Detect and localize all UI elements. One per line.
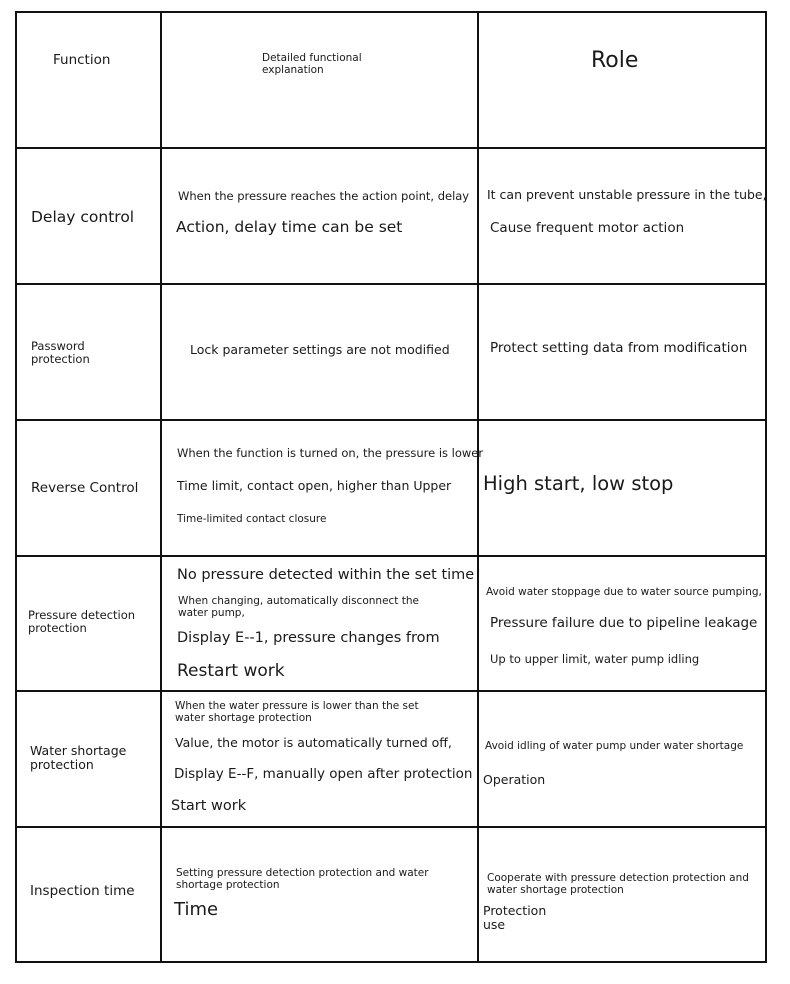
- header-function: Function: [53, 52, 111, 68]
- header-role: Role: [591, 48, 639, 73]
- explanation-line: Start work: [171, 798, 247, 814]
- explanation-line: Setting pressure detection protection and water shortage protection: [176, 867, 429, 892]
- explanation-line: When the function is turned on, the pressure is lower: [177, 446, 484, 460]
- row-divider: [17, 555, 765, 557]
- function-label: Reverse Control: [31, 480, 139, 496]
- role-line: Protect setting data from modification: [490, 340, 748, 356]
- row-divider: [17, 690, 765, 692]
- role-line: Up to upper limit, water pump idling: [490, 652, 700, 666]
- function-label: Password protection: [31, 339, 90, 367]
- explanation-line: Time limit, contact open, higher than Upper: [177, 478, 452, 493]
- function-label: Inspection time: [30, 883, 135, 899]
- row-divider: [17, 826, 765, 828]
- explanation-line: Restart work: [177, 661, 285, 681]
- function-label: Water shortage protection: [30, 743, 127, 773]
- column-divider: [477, 13, 479, 961]
- role-line: Avoid idling of water pump under water shortage: [485, 740, 744, 752]
- role-line: Avoid water stoppage due to water source pumping,: [486, 586, 762, 598]
- explanation-line: When the pressure reaches the action point, delay: [178, 189, 470, 203]
- column-divider: [160, 13, 162, 961]
- explanation-line: No pressure detected within the set time: [177, 567, 475, 583]
- explanation-line: Value, the motor is automatically turned off,: [175, 735, 452, 750]
- role-line: Protection use: [483, 903, 547, 933]
- role-line: Cooperate with pressure detection protection and water shortage protection: [487, 872, 749, 897]
- explanation-line: Lock parameter settings are not modified: [190, 342, 450, 357]
- function-table: [15, 11, 767, 963]
- function-label: Delay control: [31, 208, 135, 226]
- explanation-line: Action, delay time can be set: [176, 218, 403, 236]
- role-line: High start, low stop: [483, 472, 674, 495]
- function-label: Pressure detection protection: [28, 608, 136, 636]
- role-line: Pressure failure due to pipeline leakage: [490, 615, 758, 631]
- role-line: It can prevent unstable pressure in the tube,: [487, 187, 767, 202]
- explanation-line: Display E--F, manually open after protection: [174, 766, 473, 782]
- row-divider: [17, 147, 765, 149]
- explanation-line: Display E--1, pressure changes from: [177, 630, 440, 646]
- explanation-line: When changing, automatically disconnect the water pump,: [178, 595, 419, 620]
- role-line: Operation: [483, 772, 546, 787]
- explanation-line: When the water pressure is lower than the set water shortage protection: [175, 700, 419, 725]
- explanation-line: Time-limited contact closure: [177, 513, 327, 525]
- header-explanation: Detailed functional explanation: [262, 52, 362, 77]
- explanation-line: Time: [174, 899, 219, 920]
- row-divider: [17, 283, 765, 285]
- role-line: Cause frequent motor action: [490, 220, 685, 236]
- row-divider: [17, 419, 765, 421]
